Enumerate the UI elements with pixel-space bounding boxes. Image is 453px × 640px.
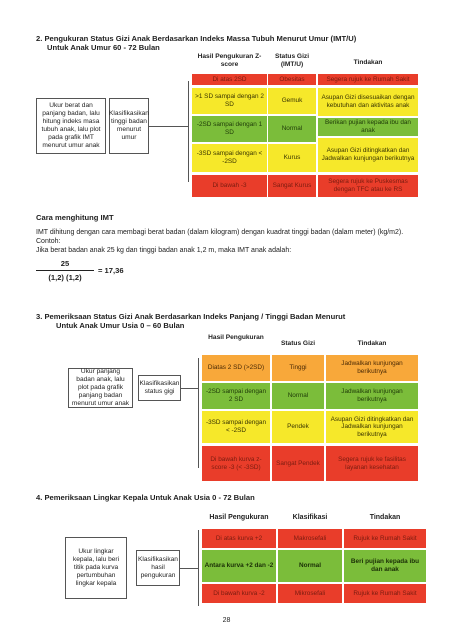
s3-row3-status: Pendek	[272, 411, 324, 443]
section3-title: 3. Pemeriksaan Status Gizi Anak Berdasarkan Indeks Panjang / Tinggi Badan Menurut	[36, 312, 346, 321]
s3-header-status: Status Gizi	[280, 340, 316, 347]
s3-step-measure: Ukur panjang badan anak, lalu plot pada grafik panjang badan menurut umur anak	[68, 368, 133, 408]
s3-row2-status: Normal	[272, 383, 324, 409]
s3-row4-tindakan: Segera rujuk ke fasilitas layanan kesehatan	[326, 446, 418, 481]
s3-row2-tindakan: Jadwalkan kunjungan berikutnya	[326, 383, 418, 409]
imt-contoh: Contoh:	[36, 238, 61, 245]
s4-header-klasifikasi: Klasifikasi	[292, 513, 328, 521]
s2-row1-status: Obesitas	[268, 74, 316, 85]
s4-row2-tindakan: Beri pujian kepada ibu dan anak	[344, 550, 426, 582]
s3-header-hasil: Hasil Pengukuran	[208, 334, 264, 341]
s2-row2-tindakan: Asupan Gizi disesuaikan dengan kebutuhan dan aktivitas anak	[318, 88, 418, 116]
s4-header-tindakan: Tindakan	[369, 513, 401, 521]
s2-row4-hasil: -3SD sampai dengan < -2SD	[192, 144, 267, 172]
s4-row1-status: Makrosefali	[278, 529, 342, 548]
s4-bracket	[198, 530, 199, 606]
s4-header-hasil: Hasil Pengukuran	[209, 513, 269, 521]
s2-row4-tindakan: Asupan Gizi ditingkatkan dan Jadwalkan kunjungan berikutnya	[318, 138, 418, 172]
s3-step-classify: Klasifikasikan status gigi	[138, 375, 181, 401]
section2-subtitle: Untuk Anak Umur 60 - 72 Bulan	[47, 43, 160, 52]
s4-row2-hasil: Antara kurva +2 dan -2	[202, 550, 276, 582]
s2-row2-status: Gemuk	[268, 88, 316, 114]
s4-connector	[180, 568, 198, 569]
imt-paragraph: IMT dihitung dengan cara membagi berat badan (dalam kilogram) dengan kuadrat tinggi badan (dalam meter) (kg/m2).	[36, 229, 404, 236]
s2-step-measure: Ukur berat dan panjang badan, lalu hitung indeks masa tubuh anak, lalu plot pada grafik IMT menurut umur anak	[36, 98, 106, 154]
s3-row1-hasil: Diatas 2 SD (>2SD)	[202, 355, 270, 381]
s3-row1-tindakan: Jadwalkan kunjungan berikutnya	[326, 355, 418, 381]
s2-row2-hasil: >1 SD sampai dengan 2 SD	[192, 88, 267, 114]
s2-header-hasil: Hasil Pengukuran Z-score	[197, 53, 262, 68]
s2-bracket	[188, 81, 189, 182]
s4-row3-hasil: Di bawah kurva -2	[202, 584, 276, 603]
s3-row4-status: Sangat Pendek	[272, 446, 324, 481]
s3-row4-hasil: Di bawah kurva z-score -3 (< -3SD)	[202, 446, 270, 481]
s3-row1-status: Tinggi	[272, 355, 324, 381]
s3-connector	[181, 388, 198, 389]
s2-connector	[149, 126, 188, 127]
imt-heading: Cara menghitung IMT	[36, 213, 114, 222]
s4-row2-status: Normal	[278, 550, 342, 582]
s2-row5-tindakan: Segera rujuk ke Puskesmas dengan TFC atau ke RS	[318, 175, 418, 197]
s4-row3-status: Mikrosefali	[278, 584, 342, 603]
imt-denominator: (1,2) (1,2)	[48, 273, 82, 282]
s2-step-classify: Klasifikasikan tinggi badan menurut umur	[109, 98, 149, 154]
s4-step-measure: Ukur lingkar kepala, lalu beri titik pada kurva pertumbuhan lingkar kepala	[65, 537, 127, 599]
s2-header-tindakan: Tindakan	[353, 59, 383, 66]
s3-row3-hasil: -3SD sampai dengan < -2SD	[202, 411, 270, 443]
s2-row3-hasil: -2SD sampai dengan 1 SD	[192, 116, 267, 142]
imt-example: Jika berat badan anak 25 kg dan tinggi badan anak 1,2 m, maka IMT anak adalah:	[36, 247, 292, 254]
s2-row1-tindakan: Segera rujuk ke Rumah Sakit	[318, 74, 418, 85]
s4-row1-tindakan: Rujuk ke Rumah Sakit	[344, 529, 426, 548]
section2-title: 2. Pengukuran Status Gizi Anak Berdasarkan Indeks Massa Tubuh Menurut Umur (IMT/U)	[36, 34, 357, 43]
s2-row3-tindakan: Berikan pujian kepada ibu dan anak	[318, 118, 418, 136]
imt-numerator: 25	[60, 259, 70, 268]
s3-row2-hasil: -2SD sampai dengan 2 SD	[202, 383, 270, 409]
s2-row1-hasil: Di atas 2SD	[192, 74, 267, 85]
page-number: 28	[222, 617, 231, 624]
imt-result: = 17,36	[98, 266, 124, 275]
s2-row5-hasil: Di bawah -3	[192, 175, 267, 197]
s3-header-tindakan: Tindakan	[357, 340, 387, 347]
s2-row5-status: Sangat Kurus	[268, 175, 316, 197]
imt-fraction-bar	[36, 270, 94, 271]
s3-bracket	[198, 358, 199, 468]
s4-step-classify: Klasifikasikan hasil pengukuran	[136, 550, 180, 586]
section3-subtitle: Untuk Anak Umur Usia 0 – 60 Bulan	[56, 321, 185, 330]
s2-header-status: Status Gizi (IMT/U)	[274, 53, 310, 68]
s2-row3-status: Normal	[268, 116, 316, 142]
s4-row1-hasil: Di atas kurva +2	[202, 529, 276, 548]
s3-row3-tindakan: Asupan Gizi ditingkatkan dan Jadwalkan kunjungan berikutnya	[326, 411, 418, 443]
s4-header-row	[202, 508, 426, 527]
section4-title: 4. Pemeriksaan Lingkar Kepala Untuk Anak Usia 0 - 72 Bulan	[36, 493, 255, 502]
s4-row3-tindakan: Rujuk ke Rumah Sakit	[344, 584, 426, 603]
s2-row4-status: Kurus	[268, 144, 316, 172]
